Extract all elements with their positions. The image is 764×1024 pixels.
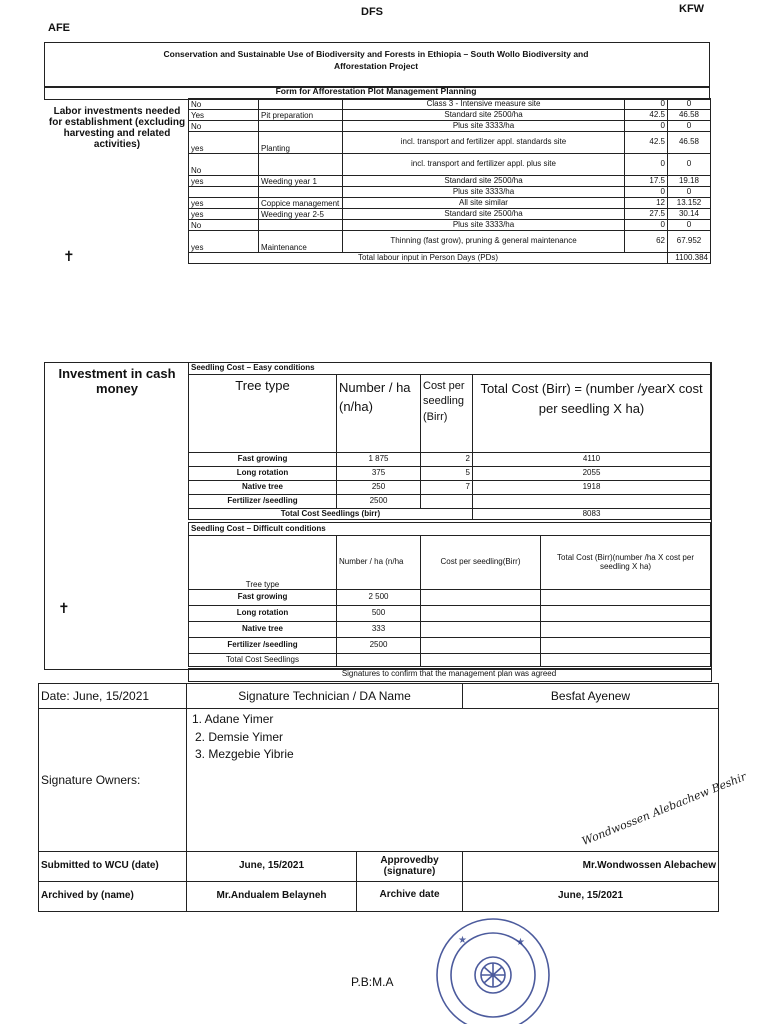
labor-v2: 0 bbox=[668, 154, 711, 176]
labor-yn: yes bbox=[189, 176, 259, 187]
labor-activity: Planting bbox=[259, 132, 343, 154]
difficult-total-label: Total Cost Seedlings bbox=[189, 654, 337, 667]
header-center: DFS bbox=[361, 6, 383, 18]
labor-yn: Yes bbox=[189, 110, 259, 121]
easy-type: Native tree bbox=[189, 481, 337, 495]
labor-v2: 46.58 bbox=[668, 110, 711, 121]
difficult-row bbox=[189, 622, 711, 638]
difficult-seedling-table bbox=[188, 522, 711, 667]
owner-1: 1. Adane Yimer bbox=[192, 712, 274, 726]
labor-row bbox=[189, 154, 711, 176]
difficult-title: Seedling Cost – Difficult conditions bbox=[189, 523, 711, 536]
difficult-type: Fast growing bbox=[189, 590, 337, 606]
easy-row bbox=[189, 481, 711, 495]
easy-total bbox=[473, 495, 711, 509]
difficult-row bbox=[189, 590, 711, 606]
svg-text:★: ★ bbox=[458, 935, 467, 946]
labor-activity: Weeding year 2-5 bbox=[259, 209, 343, 220]
tech-name: Besfat Ayenew bbox=[463, 684, 719, 709]
labor-desc: Plus site 3333/ha bbox=[343, 187, 625, 198]
labor-desc: Class 3 - Intensive measure site bbox=[343, 99, 625, 110]
labor-activity: Pit preparation bbox=[259, 110, 343, 121]
difficult-number: 2 500 bbox=[337, 590, 421, 606]
easy-total-label: Total Cost Seedlings (birr) bbox=[189, 509, 473, 520]
archived-name: Mr.Andualem Belayneh bbox=[187, 882, 357, 912]
difficult-col-tree: Tree type bbox=[189, 536, 337, 590]
easy-cost: 5 bbox=[421, 467, 473, 481]
official-stamp bbox=[418, 915, 568, 1024]
difficult-type: Fertilizer /seedling bbox=[189, 638, 337, 654]
labor-v1: 0 bbox=[625, 187, 668, 198]
labor-v1: 42.5 bbox=[625, 110, 668, 121]
easy-type: Long rotation bbox=[189, 467, 337, 481]
labor-yn: No bbox=[189, 220, 259, 231]
labor-activity: Weeding year 1 bbox=[259, 176, 343, 187]
labor-yn bbox=[189, 187, 259, 198]
labor-row bbox=[189, 231, 711, 253]
labor-v1: 0 bbox=[625, 154, 668, 176]
labor-activity bbox=[259, 154, 343, 176]
labor-desc: Plus site 3333/ha bbox=[343, 220, 625, 231]
labor-yn: yes bbox=[189, 198, 259, 209]
easy-total: 1918 bbox=[473, 481, 711, 495]
labor-v1: 12 bbox=[625, 198, 668, 209]
signatures-table bbox=[38, 683, 719, 912]
easy-cost bbox=[421, 495, 473, 509]
submitted-label: Submitted to WCU (date) bbox=[39, 852, 187, 882]
easy-row bbox=[189, 453, 711, 467]
difficult-type: Native tree bbox=[189, 622, 337, 638]
labor-desc: incl. transport and fertilizer appl. plus site bbox=[343, 154, 625, 176]
labor-v2: 67.952 bbox=[668, 231, 711, 253]
labor-v1: 0 bbox=[625, 220, 668, 231]
easy-number: 250 bbox=[337, 481, 421, 495]
labor-row bbox=[189, 187, 711, 198]
easy-number: 375 bbox=[337, 467, 421, 481]
investment-label: Investment in cash money bbox=[58, 366, 176, 396]
project-title-2: Afforestation Project bbox=[333, 61, 419, 71]
easy-col-cost: Cost per seedling (Birr) bbox=[421, 375, 473, 453]
easy-total: 4110 bbox=[473, 453, 711, 467]
labor-desc: Standard site 2500/ha bbox=[343, 209, 625, 220]
labor-activity: Coppice management bbox=[259, 198, 343, 209]
labor-v2: 0 bbox=[668, 187, 711, 198]
difficult-number: 500 bbox=[337, 606, 421, 622]
easy-type: Fertilizer /seedling bbox=[189, 495, 337, 509]
header-left: AFE bbox=[48, 22, 70, 34]
labor-yn: No bbox=[189, 99, 259, 110]
labor-activity bbox=[259, 99, 343, 110]
date-label: Date: June, 15/2021 bbox=[39, 684, 187, 709]
labor-v2: 0 bbox=[668, 99, 711, 110]
labor-row bbox=[189, 220, 711, 231]
labor-total-label: Total labour input in Person Days (PDs) bbox=[189, 253, 668, 264]
labor-yn: yes bbox=[189, 132, 259, 154]
labor-yn: yes bbox=[189, 209, 259, 220]
labor-desc: Standard site 2500/ha bbox=[343, 110, 625, 121]
labor-yn: yes bbox=[189, 231, 259, 253]
labor-table bbox=[188, 98, 711, 264]
difficult-col-total: Total Cost (Birr)(number /ha X cost per seedling X ha) bbox=[541, 536, 711, 590]
labor-desc: incl. transport and fertilizer appl. standards site bbox=[343, 132, 625, 154]
labor-total-value: 1100.384 bbox=[668, 253, 711, 264]
easy-number: 2500 bbox=[337, 495, 421, 509]
labor-yn: No bbox=[189, 121, 259, 132]
easy-total-value: 8083 bbox=[473, 509, 711, 520]
labor-row bbox=[189, 110, 711, 121]
difficult-col-number: Number / ha (n/ha bbox=[337, 536, 421, 590]
labor-v2: 30.14 bbox=[668, 209, 711, 220]
archive-date: June, 15/2021 bbox=[463, 882, 719, 912]
margin-mark-1: ✝ bbox=[63, 248, 75, 264]
margin-mark-2: ✝ bbox=[58, 600, 70, 616]
project-title-1: Conservation and Sustainable Use of Biodiversity and Forests in Ethiopia – South Wollo Biodiversity and bbox=[163, 49, 589, 59]
labor-activity bbox=[259, 121, 343, 132]
difficult-type: Long rotation bbox=[189, 606, 337, 622]
easy-title: Seedling Cost – Easy conditions bbox=[189, 363, 711, 375]
labor-v1: 17.5 bbox=[625, 176, 668, 187]
difficult-row bbox=[189, 638, 711, 654]
labor-v1: 0 bbox=[625, 121, 668, 132]
easy-col-number: Number / ha (n/ha) bbox=[337, 375, 421, 453]
labor-desc: All site similar bbox=[343, 198, 625, 209]
labor-activity bbox=[259, 220, 343, 231]
labor-row bbox=[189, 209, 711, 220]
labor-v1: 42.5 bbox=[625, 132, 668, 154]
archive-date-label: Archive date bbox=[357, 882, 463, 912]
easy-total: 2055 bbox=[473, 467, 711, 481]
svg-text:★: ★ bbox=[516, 937, 525, 948]
footer-code: P.B:M.A bbox=[351, 975, 394, 989]
easy-type: Fast growing bbox=[189, 453, 337, 467]
easy-cost: 7 bbox=[421, 481, 473, 495]
approved-label: Approvedby (signature) bbox=[357, 852, 463, 882]
easy-col-total: Total Cost (Birr) = (number /yearX cost per seedling X ha) bbox=[473, 375, 711, 453]
labor-v2: 13.152 bbox=[668, 198, 711, 209]
sig-tech-label: Signature Technician / DA Name bbox=[187, 684, 463, 709]
easy-col-tree: Tree type bbox=[189, 375, 337, 453]
labor-v1: 62 bbox=[625, 231, 668, 253]
archived-label: Archived by (name) bbox=[39, 882, 187, 912]
easy-row bbox=[189, 467, 711, 481]
labor-row bbox=[189, 176, 711, 187]
labor-v1: 27.5 bbox=[625, 209, 668, 220]
labor-activity: Maintenance bbox=[259, 231, 343, 253]
labor-row bbox=[189, 99, 711, 110]
labor-desc: Thinning (fast grow), pruning & general maintenance bbox=[343, 231, 625, 253]
labor-row bbox=[189, 132, 711, 154]
signatures-note: Signatures to confirm that the management plan was agreed bbox=[341, 669, 557, 678]
labor-row bbox=[189, 198, 711, 209]
labor-desc: Standard site 2500/ha bbox=[343, 176, 625, 187]
difficult-row bbox=[189, 606, 711, 622]
labor-v2: 0 bbox=[668, 121, 711, 132]
handwritten-signature: Wondwossen Alebachew Beshir bbox=[580, 770, 749, 849]
labor-v2: 19.18 bbox=[668, 176, 711, 187]
submitted-date: June, 15/2021 bbox=[187, 852, 357, 882]
owner-3: 3. Mezgebie Yibrie bbox=[195, 747, 294, 762]
owner-2: 2. Demsie Yimer bbox=[195, 729, 284, 744]
labor-activity bbox=[259, 187, 343, 198]
form-title: Form for Afforestation Plot Management Planning bbox=[275, 86, 477, 96]
difficult-number: 333 bbox=[337, 622, 421, 638]
labor-row bbox=[189, 121, 711, 132]
labor-yn: No bbox=[189, 154, 259, 176]
easy-row bbox=[189, 495, 711, 509]
easy-seedling-table bbox=[188, 362, 711, 520]
labor-desc: Plus site 3333/ha bbox=[343, 121, 625, 132]
labor-section-label: Labor investments needed for establishment (excluding harvesting and related activities) bbox=[48, 106, 186, 150]
difficult-number: 2500 bbox=[337, 638, 421, 654]
labor-v2: 0 bbox=[668, 220, 711, 231]
header-right: KFW bbox=[679, 3, 705, 15]
approved-name: Mr.Wondwossen Alebachew bbox=[463, 852, 719, 882]
owners-label: Signature Owners: bbox=[39, 709, 187, 852]
easy-number: 1 875 bbox=[337, 453, 421, 467]
difficult-col-cost: Cost per seedling(Birr) bbox=[421, 536, 541, 590]
labor-v1: 0 bbox=[625, 99, 668, 110]
easy-cost: 2 bbox=[421, 453, 473, 467]
labor-v2: 46.58 bbox=[668, 132, 711, 154]
